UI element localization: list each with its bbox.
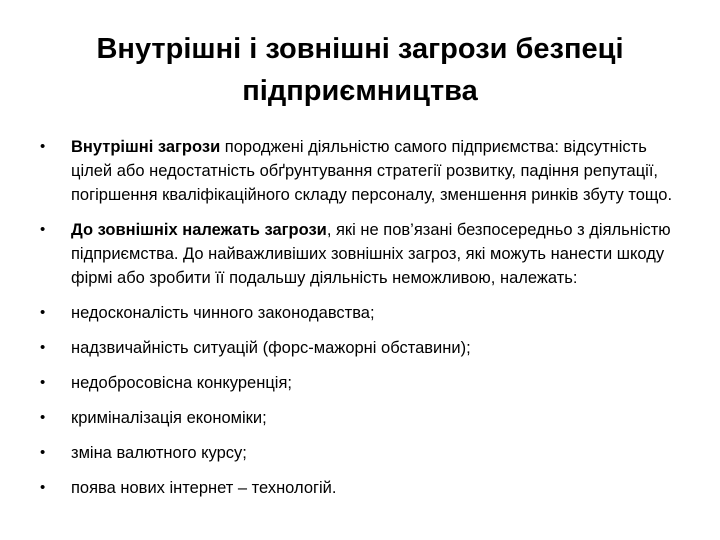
title-line-2: підприємництва (242, 75, 478, 107)
bullet-item-external-threats (40, 218, 680, 290)
bullet-item-new-technologies (40, 476, 680, 500)
bullet-bold-text: До зовнішніх належать загрози (71, 221, 327, 239)
bullet-item-exchange-rate (40, 441, 680, 465)
bullet-list (40, 135, 680, 511)
bullet-icon: • (40, 339, 46, 356)
bullet-text: породжені діяльністю самого підприємства: відсутність цілей або недостатність обґрунтування стратегії розвитку, падіння репутації, погіршення кваліфікаційного складу персоналу, зменшення ринків збуту тощо. (71, 138, 673, 204)
bullet-text: недосконалість чинного законодавства; (71, 304, 375, 322)
bullet-text: недобросовісна конкуренція; (71, 374, 292, 392)
bullet-text: надзвичайність ситуацій (форс-мажорні обставини); (71, 339, 471, 357)
bullet-icon: • (40, 409, 46, 426)
bullet-item-criminalization (40, 406, 680, 430)
bullet-icon: • (40, 479, 46, 496)
bullet-item-force-majeure (40, 336, 680, 360)
bullet-item-internal-threats (40, 135, 680, 207)
bullet-item-unfair-competition (40, 371, 680, 395)
bullet-item-legislation (40, 301, 680, 325)
bullet-text: поява нових інтернет – технологій. (71, 479, 337, 497)
bullet-icon: • (40, 221, 46, 238)
bullet-icon: • (40, 138, 46, 155)
bullet-icon: • (40, 374, 46, 391)
bullet-icon: • (40, 304, 46, 321)
bullet-text: зміна валютного курсу; (71, 444, 247, 462)
title-line-1: Внутрішні і зовнішні загрози безпеці (96, 33, 624, 65)
slide-title (40, 28, 680, 112)
bullet-icon: • (40, 444, 46, 461)
bullet-text: , які не пов’язані безпосередньо з діяльністю підприємства. До найважливіших зовнішніх загроз, які можуть нанести шкоду фірмі або зробити її подальшу діяльність неможливою, належать: (71, 221, 671, 287)
bullet-text: криміналізація економіки; (71, 409, 267, 427)
bullet-bold-text: Внутрішні загрози (71, 138, 221, 156)
